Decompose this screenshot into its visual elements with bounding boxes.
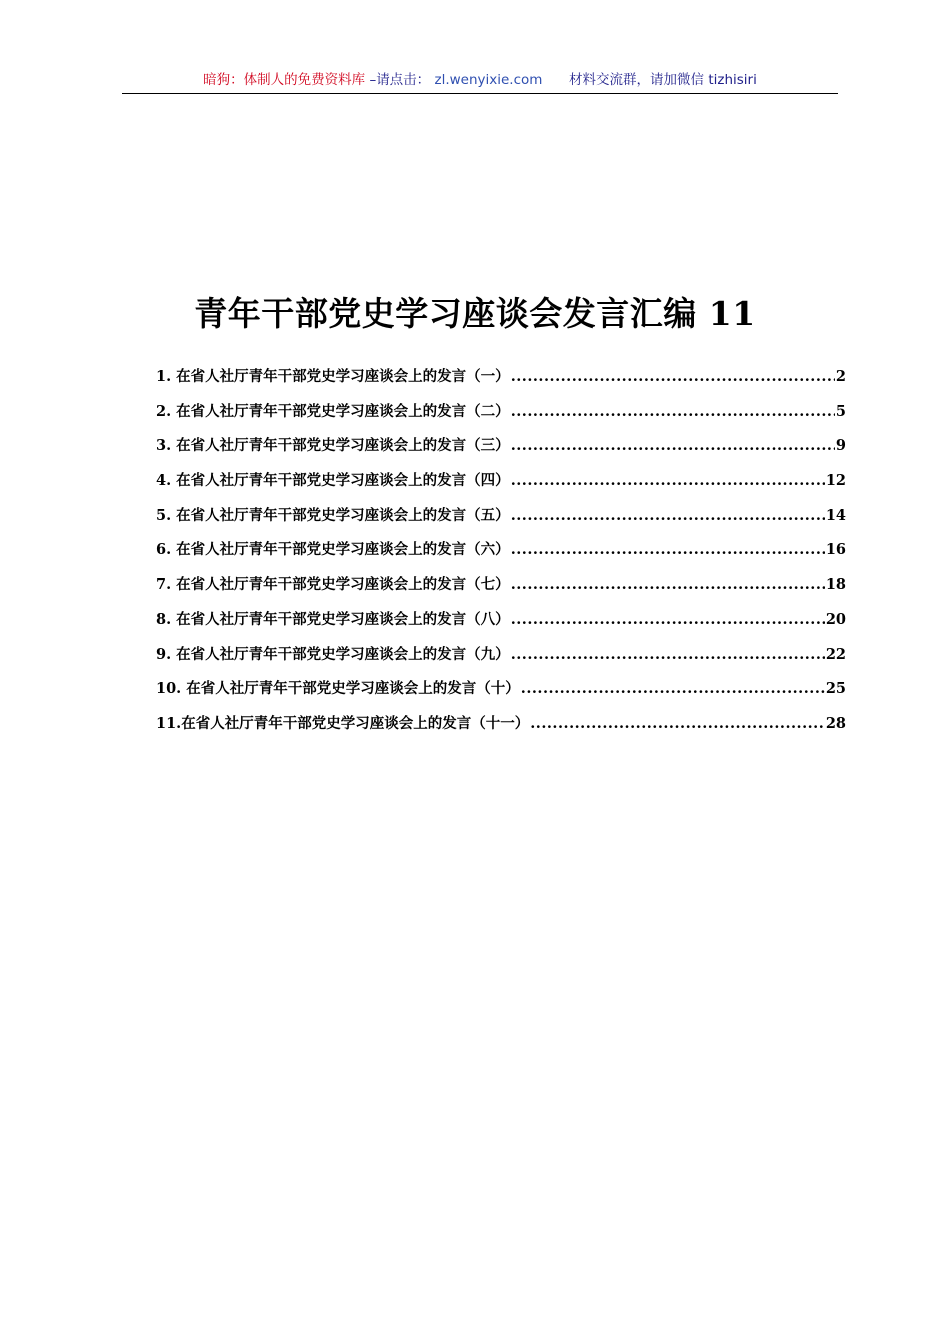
toc-leader-dots [511,644,825,666]
toc-item-page: 20 [825,610,846,628]
toc-item-page: 2 [835,368,846,385]
toc-item-1[interactable] [156,366,846,401]
toc-leader-dots [511,435,835,457]
toc-item-label: 4. 在省人社厅青年干部党史学习座谈会上的发言（四） [156,472,510,490]
toc-item-label: 8. 在省人社厅青年干部党史学习座谈会上的发言（八） [156,610,510,628]
toc-leader-dots [511,505,825,527]
toc-leader-dots [511,609,825,631]
toc-item-5[interactable] [156,505,846,540]
toc-item-10[interactable] [156,678,846,713]
toc-item-page: 16 [825,541,846,559]
toc-item-page: 5 [835,402,846,420]
header-brand: 暗狗：体制人的免费资料库 [203,72,366,88]
toc-item-6[interactable] [156,539,846,574]
toc-item-11[interactable] [156,713,846,748]
header-link[interactable]: zl.wenyixie.com [434,72,543,88]
toc-item-page: 22 [825,645,846,663]
header-divider [122,93,838,94]
toc-item-2[interactable] [156,401,846,436]
toc-item-label: 9. 在省人社厅青年干部党史学习座谈会上的发言（九） [156,645,510,663]
toc-item-8[interactable] [156,609,846,644]
toc-item-page: 9 [835,437,846,455]
toc-item-9[interactable] [156,644,846,679]
page-header [122,70,838,92]
toc-leader-dots [511,574,825,596]
toc-leader-dots [530,713,825,735]
toc-item-label: 6. 在省人社厅青年干部党史学习座谈会上的发言（六） [156,541,510,559]
toc-leader-dots [521,678,825,700]
toc-item-label: 10. 在省人社厅青年干部党史学习座谈会上的发言（十） [156,680,520,698]
toc-item-label: 1. 在省人社厅青年干部党史学习座谈会上的发言（一） [156,368,510,385]
toc-item-page: 25 [825,680,846,698]
toc-item-4[interactable] [156,470,846,505]
toc-leader-dots [511,366,835,388]
header-prompt: –请点击： [369,72,431,88]
toc-item-page: 14 [825,506,846,524]
toc-leader-dots [511,401,835,423]
toc-item-page: 12 [825,472,846,490]
toc-item-label: 7. 在省人社厅青年干部党史学习座谈会上的发言（七） [156,576,510,594]
toc-item-label: 2. 在省人社厅青年干部党史学习座谈会上的发言（二） [156,402,510,420]
table-of-contents [156,366,846,748]
toc-item-page: 28 [825,714,846,732]
header-wechat-note: 材料交流群，请加微信 tizhisiri [569,72,757,88]
toc-item-label: 5. 在省人社厅青年干部党史学习座谈会上的发言（五） [156,506,510,524]
toc-item-label: 3. 在省人社厅青年干部党史学习座谈会上的发言（三） [156,437,510,455]
toc-leader-dots [511,470,825,492]
toc-item-page: 18 [825,576,846,594]
toc-item-7[interactable] [156,574,846,609]
toc-item-3[interactable] [156,435,846,470]
toc-leader-dots [511,539,825,561]
toc-item-label: 11.在省人社厅青年干部党史学习座谈会上的发言（十一） [156,714,530,732]
document-title: 青年干部党史学习座谈会发言汇编 11 [194,294,756,334]
